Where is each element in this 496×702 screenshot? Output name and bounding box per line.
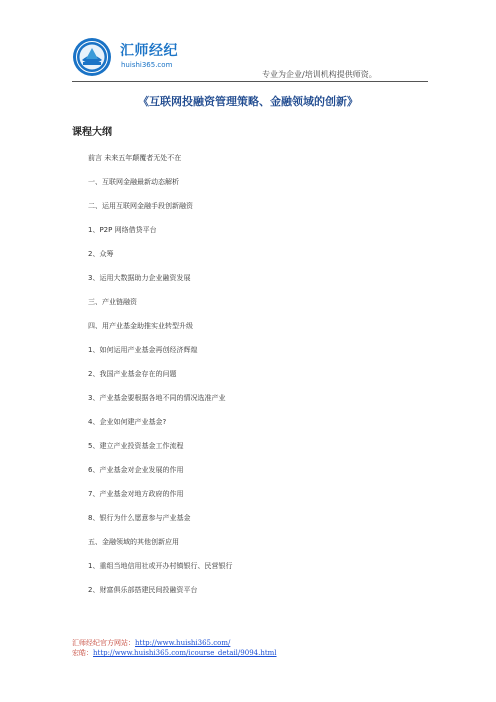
outline-item: 5、建立产业投资基金工作流程 <box>88 442 184 450</box>
outline-item: 1、重组当地信用社或开办村镇银行、民营银行 <box>88 562 233 570</box>
outline-item: 3、运用大数据助力企业融资发展 <box>88 274 191 282</box>
outline-item: 前言 未来五年颠覆者无处不在 <box>88 154 182 162</box>
footer-course-link[interactable]: http://www.huishi365.com/icourse_detail/9094.html <box>93 649 277 657</box>
footer-site-line <box>72 638 277 648</box>
page-footer <box>72 638 277 658</box>
outline-item: 2、我国产业基金存在的问题 <box>88 370 177 378</box>
brand-site: huishi365.com <box>121 61 173 69</box>
outline-item: 一、互联网金融最新动态解析 <box>88 178 179 186</box>
outline-item: 7、产业基金对地方政府的作用 <box>88 490 184 498</box>
outline-item: 三、产业链融资 <box>88 298 137 306</box>
outline-item: 8、银行为什么愿意参与产业基金 <box>88 514 191 522</box>
outline-item: 1、如何运用产业基金再创经济辉煌 <box>88 346 198 354</box>
outline-item: 3、产业基金要根据各地不同的情况选准产业 <box>88 394 226 402</box>
footer-site-label: 汇师经纪官方网站： <box>72 639 135 647</box>
footer-site-link[interactable]: http://www.huishi365.com/ <box>135 639 231 647</box>
outline-item: 4、企业如何建产业基金? <box>88 418 167 426</box>
footer-course-line <box>72 648 277 658</box>
outline-item: 五、金融领域的其他创新应用 <box>88 538 179 546</box>
outline-item: 6、产业基金对企业发展的作用 <box>88 466 184 474</box>
huishi-logo-icon <box>72 37 112 77</box>
footer-course-label: 宏皓： <box>72 649 93 657</box>
outline-item: 四、用产业基金助推实业转型升级 <box>88 322 193 330</box>
document-title: 《互联网投融资管理策略、金融领域的创新》 <box>138 95 358 108</box>
course-outline <box>88 153 232 609</box>
outline-item: 2、众筹 <box>88 250 114 258</box>
header-divider <box>72 81 428 82</box>
outline-item: 二、运用互联网金融手段创新融资 <box>88 202 193 210</box>
brand-name: 汇师经纪 <box>120 43 178 59</box>
outline-item: 2、财富俱乐部搭建民间投融资平台 <box>88 586 198 594</box>
header-slogan: 专业为企业/培训机构提供师资。 <box>262 70 377 79</box>
outline-item: 1、P2P 网络借贷平台 <box>88 226 157 234</box>
section-title: 课程大纲 <box>72 127 112 138</box>
